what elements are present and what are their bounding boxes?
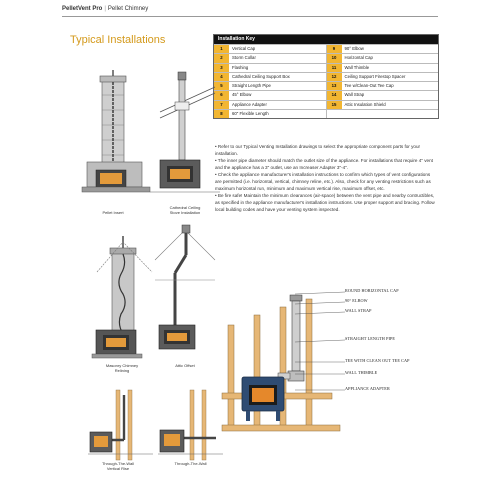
key-number: 15: [327, 101, 342, 109]
callout-tee-cap: TEE WITH CLEAN OUT TEE CAP: [345, 358, 410, 363]
key-cell: [326, 54, 439, 62]
callout-leaders: [295, 290, 355, 400]
key-label: Tee w/Clean-Out Tee Cap: [344, 83, 394, 89]
key-cell: [214, 110, 326, 118]
callout-90-elbow: 90° ELBOW: [345, 298, 368, 303]
key-number: 5: [214, 82, 229, 90]
key-title: Installation Key: [214, 35, 438, 44]
product-name: Pellet Chimney: [107, 6, 149, 12]
key-label: Horizontal Cap: [344, 55, 373, 61]
key-cell: [326, 73, 439, 81]
key-label: Wall Thimble: [344, 64, 370, 70]
key-label: Cathedral Ceiling Support Box: [232, 73, 290, 79]
key-cell: [214, 91, 326, 99]
key-number: 8: [214, 110, 229, 118]
callout-appliance-adapter: APPLIANCE ADAPTER: [345, 386, 390, 391]
through-wall-drawing: [158, 390, 223, 460]
key-row: [214, 72, 438, 81]
key-label: Flashing: [232, 64, 249, 70]
key-number: 10: [327, 54, 342, 62]
key-cell: [326, 91, 439, 99]
key-cell: [326, 45, 439, 53]
key-cell: [214, 54, 326, 62]
key-row: [214, 109, 438, 118]
key-number: 9: [327, 45, 342, 53]
key-row: [214, 90, 438, 99]
key-number: 4: [214, 73, 229, 81]
note-3: • Check the appliance manufacturer's installation instructions to confirm which types of vent configurations are permitted (i.e. horizontal, vertical, chimney reline, etc.). Also, check for any venting restrictions such as maximum horizontal run, minimum and maximum vertical rise, maximum offset, etc.: [215, 172, 431, 191]
installation-notes: [215, 143, 437, 213]
key-cell: [326, 64, 439, 72]
note-1: • Refer to our Typical Venting Installation drawings to select the appropriate component parts for your installation.: [215, 144, 421, 156]
key-number: 14: [327, 91, 342, 99]
caption-through-wall-vertical: Through-The-Wall Vertical Rise: [101, 461, 135, 471]
key-cell: [214, 64, 326, 72]
note-4: • Be fire safe! Maintain the minimum clearances (air-space) between the vent pipe and nearby contructibles, as specified in the appliance manufacturer's installation instructions. Use proper support and bracing. Follow local building codes and have your venting system inspected.: [215, 193, 435, 212]
callout-straight-pipe: STRAIGHT LENGTH PIPE: [345, 336, 396, 341]
key-number: 13: [327, 82, 342, 90]
key-number: 6: [214, 91, 229, 99]
caption-pellet-insert: Pellet Insert: [102, 210, 124, 215]
key-label: Wall Strap: [344, 92, 365, 98]
key-row: [214, 81, 438, 90]
installation-key-table: [213, 34, 439, 119]
key-label: 45° Elbow: [232, 92, 252, 98]
attic-offset-drawing: [155, 225, 215, 365]
masonry-chimney-drawing: [92, 232, 162, 372]
key-row: [214, 44, 438, 53]
key-row: [214, 63, 438, 72]
key-cell: [326, 82, 439, 90]
callout-wall-thimble: WALL THIMBLE: [345, 370, 378, 375]
key-label: Attic Insulation Shield: [344, 101, 386, 107]
key-label: Vertical Cap: [232, 46, 256, 51]
key-row: [214, 53, 438, 62]
key-cell: [326, 101, 439, 109]
caption-cathedral: Cathedral Ceiling Stove Installation: [169, 205, 201, 215]
key-label: Appliance Adapter: [232, 101, 267, 107]
key-number: 11: [327, 64, 342, 72]
page-header: PelletVent Pro | Pellet Chimney: [62, 6, 149, 12]
key-number: 1: [214, 45, 229, 53]
key-label: Straight Length Pipe: [232, 83, 271, 89]
section-title: Typical Installations: [70, 34, 166, 46]
callout-wall-strap: WALL STRAP: [345, 308, 372, 313]
key-cell: [214, 45, 326, 53]
key-row: [214, 100, 438, 109]
through-wall-vertical-drawing: [88, 390, 153, 460]
caption-masonry: Masonry Chimney Relining: [105, 363, 139, 373]
cathedral-ceiling-drawing: [150, 72, 220, 212]
key-cell: [214, 101, 326, 109]
callout-horizontal-cap: ROUND HORIZONTAL CAP: [345, 288, 399, 293]
key-number: 12: [327, 73, 342, 81]
caption-attic: Attic Offset: [175, 363, 195, 368]
key-number: 7: [214, 101, 229, 109]
key-cell: [214, 82, 326, 90]
key-number: 2: [214, 54, 229, 62]
key-number: 3: [214, 64, 229, 72]
key-cell: [214, 73, 326, 81]
key-label: Ceiling Support Firestop Spacer: [344, 73, 406, 79]
note-2: • The inner pipe diameter should match the outlet size of the appliance. For installations that require 4" vent and the appliance has a 3" outlet, use an Increaser Adapter 3"-4".: [215, 158, 433, 170]
brand-name: PelletVent Pro: [62, 6, 103, 12]
key-label: Storm Collar: [232, 55, 256, 61]
header-rule: [62, 16, 438, 17]
key-label: 60" Flexible Length: [232, 111, 269, 117]
key-cell: [326, 110, 439, 118]
caption-through-wall: Through-The-Wall: [174, 461, 207, 466]
key-label: 90° Elbow: [344, 46, 364, 51]
